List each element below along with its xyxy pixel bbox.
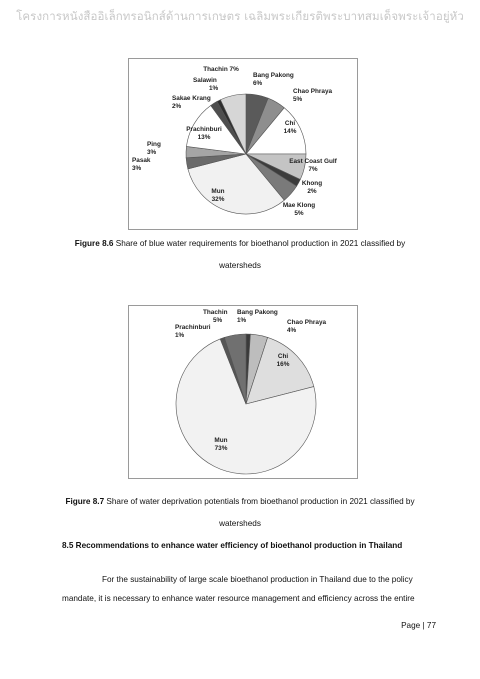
pie-label-thachin: Thachin 5% <box>203 309 228 324</box>
pie-label-thachin: Thachin 7% <box>203 66 239 73</box>
pie-label-ping: Ping 3% <box>147 141 161 156</box>
pie-chart-blue-water <box>129 59 357 229</box>
figure-8-6-caption-line2: watersheds <box>219 261 261 270</box>
document-header: โครงการหนังสืออิเล็กทรอนิกส์ด้านการเกษตร เฉลิมพระเกียรติพระบาทสมเด็จพระเจ้าอยู่หัว <box>16 9 464 23</box>
figure-8-7-caption-text: Share of water deprivation potentials from bioethanol production in 2021 classified by <box>104 497 415 506</box>
figure-8-6-number: Figure 8.6 <box>74 239 114 248</box>
page-number: Page | 77 <box>401 621 436 630</box>
pie-label-khong: Khong 2% <box>301 180 323 195</box>
pie-label-sakae-krang: Sakae Krang 2% <box>172 95 211 110</box>
pie-chart-water-deprivation <box>129 306 357 478</box>
pie-label-mun: Mun 32% <box>211 188 225 203</box>
pie-label-east-coast-gulf: East Coast Gulf 7% <box>289 158 337 173</box>
pie-label-prachinburi: Prachinburi 13% <box>186 126 222 141</box>
figure-8-6-caption <box>40 233 440 277</box>
section-paragraph <box>62 570 434 608</box>
paragraph-line-2: mandate, it is necessary to enhance water resource management and efficiency across the entire <box>62 594 415 603</box>
pie-label-chi: Chi 14% <box>283 120 297 135</box>
pie-label-pasak: Pasak 3% <box>132 157 151 172</box>
section-heading: 8.5 Recommendations to enhance water efficiency of bioethanol production in Thailand <box>62 541 403 550</box>
pie-label-chao-phraya: Chao Phraya 5% <box>293 88 333 103</box>
pie-label-bang-pakong: Bang Pakong 6% <box>253 72 294 87</box>
figure-8-7-number: Figure 8.7 <box>65 497 105 506</box>
figure-8-6-chart <box>128 58 358 230</box>
pie-label-chao-phraya: Chao Phraya 4% <box>287 319 327 334</box>
pie-label-chi: Chi 16% <box>276 353 290 368</box>
pie-label-salawin: Salawin 1% <box>193 77 219 92</box>
figure-8-7-chart <box>128 305 358 479</box>
pie-label-mae-klong: Mae Klong 5% <box>282 202 316 217</box>
figure-8-7-caption-line2: watersheds <box>219 519 261 528</box>
pie-label-prachinburi: Prachinburi 1% <box>175 324 211 339</box>
paragraph-line-1: For the sustainability of large scale bioethanol production in Thailand due to the policy <box>102 575 413 584</box>
figure-8-7-caption <box>40 491 440 535</box>
figure-8-6-caption-text: Share of blue water requirements for bioethanol production in 2021 classified by <box>113 239 406 248</box>
pie-label-bang-pakong: Bang Pakong 1% <box>237 309 278 324</box>
pie-label-mun: Mun 73% <box>214 437 228 452</box>
